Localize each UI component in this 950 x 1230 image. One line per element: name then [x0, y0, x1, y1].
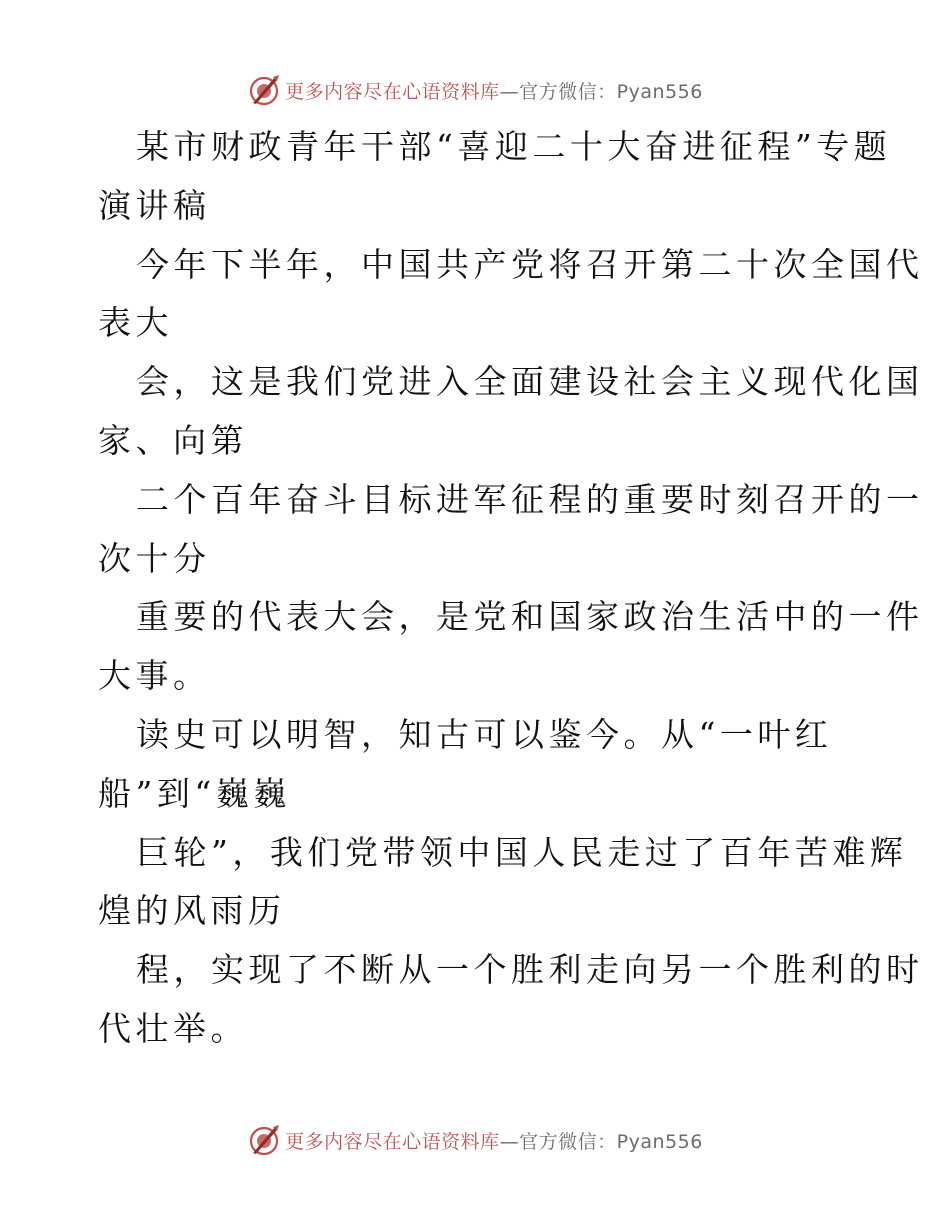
- title-line-2: 演讲稿: [98, 185, 211, 225]
- paragraph-line: 家、向第: [98, 420, 248, 460]
- banner-wechat-text: —官方微信：Pyan556: [499, 80, 703, 103]
- paragraph-line: 船”到“巍巍: [98, 773, 291, 813]
- paragraph-line: 大事。: [98, 656, 211, 696]
- paragraph-line: 重要的代表大会，是党和国家政治生活中的一件: [136, 597, 924, 637]
- paragraph-line: 表大: [98, 303, 173, 343]
- paragraph-line: 今年下半年，中国共产党将召开第二十次全国代: [136, 244, 924, 284]
- paragraph-line: 会，这是我们党进入全面建设社会主义现代化国: [136, 362, 924, 402]
- title-line-1: 某市财政青年干部“喜迎二十大奋进征程”专题: [136, 127, 892, 166]
- paragraph-line: 煌的风雨历: [98, 891, 286, 931]
- footer-banner: [0, 1120, 950, 1160]
- paragraph-line: 二个百年奋斗目标进军征程的重要时刻召开的一: [136, 479, 924, 519]
- paragraph-line: 代壮举。: [98, 1008, 248, 1048]
- paragraph-line: 读史可以明智，知古可以鉴今。从“一叶红: [136, 714, 833, 754]
- banner-wechat-text: —官方微信：Pyan556: [499, 1130, 703, 1153]
- paragraph-line: 程，实现了不断从一个胜利走向另一个胜利的时: [136, 950, 924, 990]
- header-banner: [0, 70, 950, 110]
- paragraph-line: 巨轮”，我们党带领中国人民走过了百年苦难辉: [136, 832, 908, 872]
- banner-brand-text: 更多内容尽在心语资料库: [285, 80, 500, 103]
- document-body: [98, 118, 924, 1059]
- banner-brand-text: 更多内容尽在心语资料库: [285, 1130, 500, 1153]
- quill-seal-icon: [247, 1123, 281, 1157]
- paragraph-line: 次十分: [98, 538, 211, 578]
- quill-seal-icon: [247, 73, 281, 107]
